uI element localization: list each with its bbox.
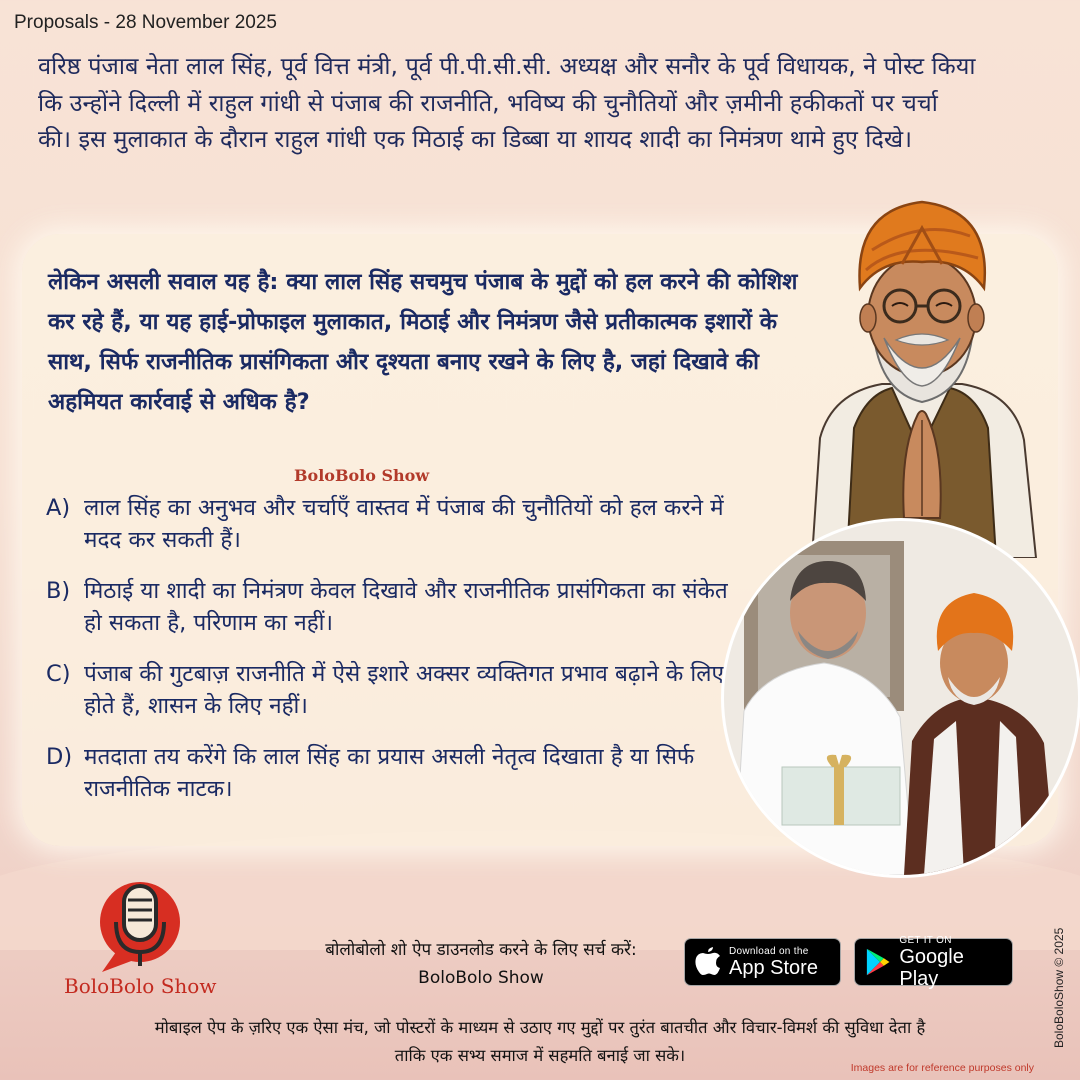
question-heading: लेकिन असली सवाल यह है: क्या लाल सिंह सचमुच पंजाब के मुद्दों को हल करने की कोशिश कर रहे हैं, या यह हाई-प्रोफाइल मुलाकात, मिठाई और निमंत्रण जैसे प्रतीकात्मक इशारों के साथ, सिर्फ राजनीतिक प्रासंगिकता और दृश्यता बनाए रखने के लिए है, जहां दिखावे की अहमियत कार्रवाई से अधिक है? <box>48 269 798 415</box>
meeting-photo-graphic <box>724 521 1078 875</box>
option-text: लाल सिंह का अनुभव और चर्चाएँ वास्तव में पंजाब की चुनौतियों को हल करने में मदद कर सकती हैं। <box>84 495 724 553</box>
brand-logo-text: BoloBolo Show <box>64 974 217 998</box>
option-letter: B) <box>46 578 71 604</box>
intro-paragraph: वरिष्ठ पंजाब नेता लाल सिंह, पूर्व वित्त मंत्री, पूर्व पी.पी.सी.सी. अध्यक्ष और सनौर के पूर्व विधायक, ने पोस्ट किया कि उन्होंने दिल्ली में राहुल गांधी से पंजाब की राजनीति, भविष्य की चुनौतियों और ज़मीनी हकीकतों पर चर्चा की। इस मुलाकात के दौरान राहुल गांधी एक मिठाई का डिब्बा या शायद शादी का निमंत्रण थामे हुए दिखे। <box>38 52 976 153</box>
option-b[interactable] <box>46 575 746 639</box>
option-letter: A) <box>46 495 71 521</box>
app-search-instruction <box>286 936 676 992</box>
answer-options <box>46 492 746 824</box>
googleplay-label: Google Play <box>899 945 964 990</box>
image-disclaimer: Images are for reference purposes only <box>850 1062 1034 1074</box>
copyright-vertical: BoloBoloShow © 2025 <box>1052 927 1066 1048</box>
option-a[interactable] <box>46 492 746 556</box>
option-c[interactable] <box>46 658 746 722</box>
googleplay-caption: GET IT ON <box>899 934 952 946</box>
apple-icon <box>695 947 721 977</box>
cartoon-leader-illustration <box>792 188 1050 558</box>
option-text: पंजाब की गुटबाज़ राजनीति में ऐसे इशारे अक्सर व्यक्तिगत प्रभाव बढ़ाने के लिए होते हैं, शासन के लिए नहीं। <box>84 661 724 719</box>
watermark-text: BoloBolo Show <box>294 466 430 485</box>
app-store-button[interactable] <box>684 938 841 986</box>
option-d[interactable] <box>46 741 746 805</box>
tagline-line: ताकि एक सभ्य समाज में सहमति बनाई जा सके। <box>394 1046 686 1065</box>
option-text: मिठाई या शादी का निमंत्रण केवल दिखावे और राजनीतिक प्रासंगिकता का संकेत हो सकता है, परिणाम का नहीं। <box>84 578 728 636</box>
google-play-icon <box>865 947 891 977</box>
appstore-caption: Download on the <box>729 945 809 957</box>
option-text: मतदाता तय करेंगे कि लाल सिंह का प्रयास असली नेतृत्व दिखाता है या सिर्फ राजनीतिक नाटक। <box>84 744 695 802</box>
meeting-photo <box>724 521 1078 875</box>
tagline-line: मोबाइल ऐप के ज़रिए एक ऐसा मंच, जो पोस्टरों के माध्यम से उठाए गए मुद्दों पर तुरंत बातचीत और विचार-विमर्श की सुविधा देता है <box>154 1018 926 1037</box>
search-instruction-line: बोलोबोलो शो ऐप डाउनलोड करने के लिए सर्च करें: <box>325 940 637 960</box>
option-letter: D) <box>46 744 73 770</box>
search-app-name: BoloBolo Show <box>418 968 544 988</box>
option-letter: C) <box>46 661 71 687</box>
google-play-button[interactable] <box>854 934 1013 990</box>
appstore-label: App Store <box>729 956 818 979</box>
post-date-label: Proposals - 28 November 2025 <box>14 12 277 33</box>
